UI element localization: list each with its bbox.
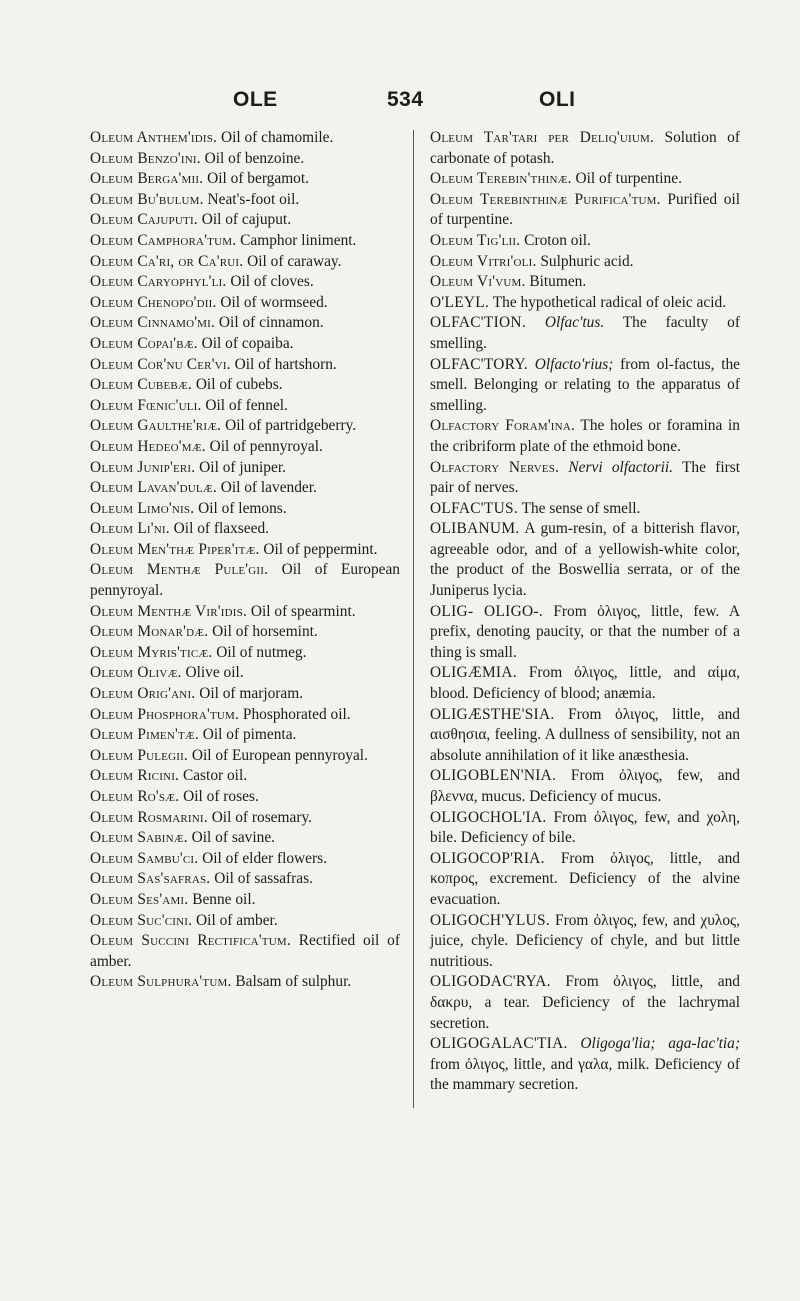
entry-headword: Oleum Copai'bæ. [90, 334, 198, 352]
entry-definition: Oil of spearmint. [247, 602, 356, 620]
entry-definition: Olive oil. [181, 664, 244, 682]
entry-headword: Oleum Suc'cini. [90, 911, 193, 929]
dictionary-entry [90, 725, 400, 746]
dictionary-entry [90, 478, 400, 499]
entry-definition: Castor oil. [179, 767, 248, 785]
entry-headword: Oleum Menthæ Vir'idis. [90, 602, 248, 620]
entry-headword: OLIGOCOP'RIA. [430, 849, 545, 867]
dictionary-entry [430, 705, 740, 767]
entry-definition: Neat's-foot oil. [203, 190, 300, 208]
dictionary-entry [430, 355, 740, 417]
entry-headword: Oleum Fœnic'uli. [90, 396, 202, 414]
entry-definition: from ol-factus, the smell. Belonging or relating to the apparatus of smelling. [430, 355, 740, 414]
entry-definition: Oil of amber. [192, 911, 278, 929]
entry-definition: Oil of bergamot. [203, 170, 309, 188]
entry-definition: Camphor liniment. [236, 231, 357, 249]
entry-headword: Oleum Cajuputi. [90, 211, 198, 229]
entry-headword: Oleum Li'ni. [90, 520, 170, 538]
entry-definition: The faculty of smelling. [430, 314, 740, 352]
entry-definition: The first pair of nerves. [430, 458, 740, 497]
entry-headword: OLIG- OLIGO-. [430, 602, 543, 620]
entry-headword: Oleum Ricini. [90, 767, 180, 785]
entry-headword: Oleum Sas'safras. [90, 870, 211, 888]
dictionary-entry [430, 190, 740, 231]
dictionary-entry [90, 169, 400, 190]
entry-headword: Oleum Cor'nu Cer'vi. [90, 355, 231, 373]
entry-latin-term: Nervi olfactorii. [559, 458, 674, 476]
entry-headword: Oleum Ses'ami. [90, 890, 189, 908]
entry-headword: OLIBANUM. [430, 520, 520, 538]
entry-headword: Oleum Sulphura'tum. [90, 973, 232, 991]
entry-headword: Olfactory Nerves. [430, 458, 560, 476]
entry-definition: A gum-resin, of a bitterish flavor, agreeable odor, and of a yellowish-white color, the product of the Boswellia serrata, or of the Juniperus lycia. [430, 520, 740, 600]
entry-headword: Oleum Hedeo'mæ. [90, 437, 206, 455]
entry-headword: OLIGOGALAC'TIA. [430, 1035, 568, 1053]
dictionary-entry [430, 293, 740, 314]
dictionary-entry [90, 766, 400, 787]
entry-headword: Oleum Pimen'tæ. [90, 726, 199, 744]
dictionary-entry [430, 169, 740, 190]
entry-definition: Oil of flaxseed. [169, 520, 269, 538]
dictionary-entry [430, 602, 740, 664]
entry-headword: Oleum Junip'eri. [90, 458, 196, 476]
entry-headword: Oleum Sabinæ. [90, 829, 188, 847]
entry-headword: Oleum Camphora'tum. [90, 231, 237, 249]
dictionary-entry [90, 416, 400, 437]
entry-headword: Oleum Monar'dæ. [90, 623, 209, 641]
dictionary-entry [90, 499, 400, 520]
dictionary-entry [90, 705, 400, 726]
entry-definition: Bitumen. [525, 273, 587, 291]
entry-headword: Oleum Lavan'dulæ. [90, 479, 217, 497]
dictionary-entry [90, 519, 400, 540]
entry-definition: The hypothetical radical of oleic acid. [489, 293, 727, 311]
dictionary-entry [90, 396, 400, 417]
entry-definition: Oil of pennyroyal. [205, 437, 323, 455]
dictionary-entry [90, 252, 400, 273]
entry-headword: OLFAC'TUS. [430, 499, 519, 517]
entry-definition: Oil of savine. [187, 829, 276, 847]
entry-definition: Oil of caraway. [243, 252, 342, 270]
dictionary-entry [90, 231, 400, 252]
entry-definition: Oil of cajuput. [197, 211, 292, 229]
dictionary-entry [90, 313, 400, 334]
dictionary-entry [90, 972, 400, 993]
entry-definition: Oil of hartshorn. [230, 355, 337, 373]
entry-definition: Oil of marjoram. [195, 685, 304, 703]
entry-headword: Oleum Myris'ticæ. [90, 643, 213, 661]
dictionary-entry [90, 375, 400, 396]
entry-definition: Oil of chamomile. [217, 129, 334, 146]
dictionary-entry [90, 540, 400, 561]
entry-headword: Oleum Gaulthe'riæ. [90, 417, 222, 435]
column-divider [413, 130, 414, 1108]
dictionary-entry [90, 149, 400, 170]
entry-definition: The holes or foramina in the cribriform plate of the ethmoid bone. [430, 417, 741, 455]
dictionary-entry [430, 252, 740, 273]
dictionary-entry [430, 911, 740, 973]
dictionary-entry [430, 808, 740, 849]
dictionary-entry [90, 869, 400, 890]
entry-headword: Oleum Olivæ. [90, 664, 182, 682]
entry-headword: Oleum Vi'vum. [430, 273, 526, 291]
entry-headword: Oleum Succini Rectifica'tum. [90, 932, 291, 950]
entry-headword: Oleum Terebin'thinæ. [430, 170, 572, 188]
entry-headword: Oleum Terebinthinæ Purifica'tum. [430, 190, 661, 208]
entry-definition: Oil of benzoine. [200, 149, 305, 167]
entry-headword: Oleum Chenopo'dii. [90, 293, 217, 311]
entry-definition: From ὀλιγος, few, and βλεννα, mucus. Deficiency of mucus. [430, 767, 740, 805]
entry-definition: Oil of sassafras. [210, 870, 313, 888]
entry-definition: Oil of cinnamon. [215, 314, 324, 332]
entry-definition: Oil of cubebs. [191, 376, 283, 394]
entry-definition: From ὀλιγος, few, and χολη, bile. Deficiency of bile. [430, 808, 740, 847]
entry-definition: Balsam of sulphur. [231, 973, 352, 991]
dictionary-entry [90, 663, 400, 684]
entry-headword: Oleum Ro'sæ. [90, 788, 180, 805]
entry-definition: Oil of horsemint. [208, 623, 318, 641]
entry-headword: Oleum Rosmarini. [90, 808, 208, 826]
dictionary-entry [430, 272, 740, 293]
entry-headword: Oleum Sambu'ci. [90, 849, 199, 867]
entry-definition: Oil of fennel. [201, 396, 288, 414]
entry-definition: Oil of rosemary. [207, 808, 312, 826]
running-header [90, 88, 742, 118]
page-number: 534 [387, 88, 424, 111]
entry-definition: Oil of lavender. [216, 479, 317, 497]
entry-definition: From ὀλιγος, little, and αισθησια, feeling. A dullness of sensibility, not an absolute annihilation of it like anæsthesia. [430, 705, 740, 764]
entry-headword: Oleum Cinnamo'mi. [90, 314, 216, 332]
dictionary-entry [90, 355, 400, 376]
dictionary-entry [90, 128, 400, 149]
entry-headword: Oleum Bu'bulum. [90, 190, 204, 208]
entry-definition: Solution of carbonate of potash. [430, 129, 740, 167]
entry-definition: From ὀλιγος, little, and κοπρος, excrement. Deficiency of the alvine evacuation. [430, 849, 740, 908]
entry-headword: OLFAC'TION. [430, 314, 526, 332]
dictionary-entry [90, 684, 400, 705]
entry-definition: Oil of copaiba. [197, 334, 294, 352]
entry-definition: Oil of wormseed. [216, 293, 328, 311]
entry-definition: Oil of cloves. [226, 273, 314, 291]
entry-definition: from ὀλιγος, little, and γαλα, milk. Deficiency of the mammary secretion. [430, 1055, 740, 1094]
dictionary-entry [90, 437, 400, 458]
dictionary-entry [90, 622, 400, 643]
dictionary-entry [90, 602, 400, 623]
dictionary-entry [430, 519, 740, 601]
dictionary-entry [90, 560, 400, 601]
dictionary-entry [430, 458, 740, 499]
entry-definition: Oil of roses. [179, 788, 259, 805]
dictionary-entry [430, 1034, 740, 1096]
entry-definition: Phosphorated oil. [239, 705, 351, 723]
entry-definition: Oil of European pennyroyal. [90, 561, 401, 600]
dictionary-entry [90, 787, 400, 808]
entry-headword: OLIGOCHOL'IA. [430, 808, 547, 826]
dictionary-entry [90, 849, 400, 870]
dictionary-entry [90, 828, 400, 849]
entry-headword: Oleum Orig'ani. [90, 685, 196, 703]
entry-definition: Benne oil. [188, 890, 256, 908]
header-left-guide-word: OLE [233, 88, 278, 111]
entry-headword: OLIGÆMIA. [430, 664, 517, 682]
entry-headword: Oleum Tar'tari per Deliq'uium. [430, 129, 655, 146]
entry-headword: Oleum Berga'mii. [90, 170, 204, 188]
dictionary-entry [90, 808, 400, 829]
entry-definition: Oil of turpentine. [571, 170, 682, 188]
dictionary-entry [90, 334, 400, 355]
dictionary-entry [430, 231, 740, 252]
entry-definition: Oil of nutmeg. [212, 643, 307, 661]
entry-headword: OLIGOCH'YLUS. [430, 911, 550, 929]
dictionary-entry [430, 128, 740, 169]
entry-headword: Oleum Pulegii. [90, 746, 188, 764]
entry-headword: OLIGODAC'RYA. [430, 973, 551, 991]
dictionary-entry [90, 272, 400, 293]
entry-headword: OLFAC'TORY. [430, 355, 529, 373]
entry-headword: Oleum Phosphora'tum. [90, 705, 240, 723]
dictionary-entry [90, 643, 400, 664]
entry-definition: Oil of juniper. [195, 458, 286, 476]
entry-definition: Oil of peppermint. [259, 540, 378, 558]
entry-headword: OLIGÆSTHE'SIA. [430, 705, 555, 723]
entry-definition: Oil of elder flowers. [198, 849, 327, 867]
dictionary-entry [90, 210, 400, 231]
left-column [90, 128, 400, 993]
right-column [430, 128, 740, 1096]
dictionary-entry [90, 890, 400, 911]
entry-definition: Oil of lemons. [194, 499, 287, 517]
entry-latin-term: Oligoga'lia; aga-lac'tia; [567, 1035, 740, 1053]
dictionary-entry [430, 663, 740, 704]
dictionary-entry [90, 746, 400, 767]
entry-headword: Oleum Caryophyl'li. [90, 273, 227, 291]
dictionary-entry [430, 313, 740, 354]
entry-headword: Oleum Cubebæ. [90, 376, 192, 394]
entry-headword: Oleum Limo'nis. [90, 499, 195, 517]
entry-latin-term: Olfacto'rius; [528, 355, 614, 373]
entry-definition: From ὀλιγος, few, and χυλος, juice, chyle. Deficiency of chyle, and but little nutritious. [430, 911, 740, 970]
entry-definition: Sulphuric acid. [536, 252, 634, 270]
entry-definition: Oil of partridgeberry. [221, 417, 357, 435]
entry-definition: The sense of smell. [518, 499, 641, 517]
header-right-guide-word: OLI [539, 88, 576, 111]
dictionary-entry [90, 190, 400, 211]
entry-headword: Oleum Men'thæ Piper'itæ. [90, 540, 260, 558]
entry-headword: OLIGOBLEN'NIA. [430, 767, 557, 785]
entry-headword: Oleum Ca'ri, or Ca'rui. [90, 252, 244, 270]
dictionary-entry [430, 766, 740, 807]
entry-headword: Oleum Menthæ Pule'gii. [90, 561, 269, 579]
dictionary-entry [430, 972, 740, 1034]
entry-headword: Oleum Benzo'ini. [90, 149, 201, 167]
dictionary-entry [430, 416, 740, 457]
dictionary-entry [90, 458, 400, 479]
entry-headword: Oleum Tig'lii. [430, 231, 521, 249]
entry-definition: Purified oil of turpentine. [430, 190, 740, 229]
dictionary-entry [90, 911, 400, 932]
dictionary-entry [90, 931, 400, 972]
dictionary-entry [430, 499, 740, 520]
entry-definition: From ὀλιγος, little, and δακρυ, a tear. Deficiency of the lachrymal secretion. [430, 973, 740, 1032]
entry-definition: From ὀλιγος, little, and αἱμα, blood. Deficiency of blood; anæmia. [430, 664, 740, 703]
entry-headword: Olfactory Foram'ina. [430, 417, 575, 435]
entry-headword: O'LEYL. [430, 293, 490, 311]
entry-definition: Oil of pimenta. [198, 726, 297, 744]
dictionary-entry [430, 849, 740, 911]
dictionary-entry [90, 293, 400, 314]
entry-latin-term: Olfac'tus. [526, 314, 605, 332]
entry-definition: From ὀλιγος, little, few. A prefix, denoting paucity, or that the number of a thing is small. [430, 602, 740, 661]
entry-definition: Oil of European pennyroyal. [188, 746, 368, 764]
entry-definition: Croton oil. [520, 231, 591, 249]
entry-headword: Oleum Vitri'oli. [430, 252, 537, 270]
entry-definition: Rectified oil of amber. [90, 932, 400, 970]
entry-headword: Oleum Anthem'idis. [90, 129, 218, 146]
